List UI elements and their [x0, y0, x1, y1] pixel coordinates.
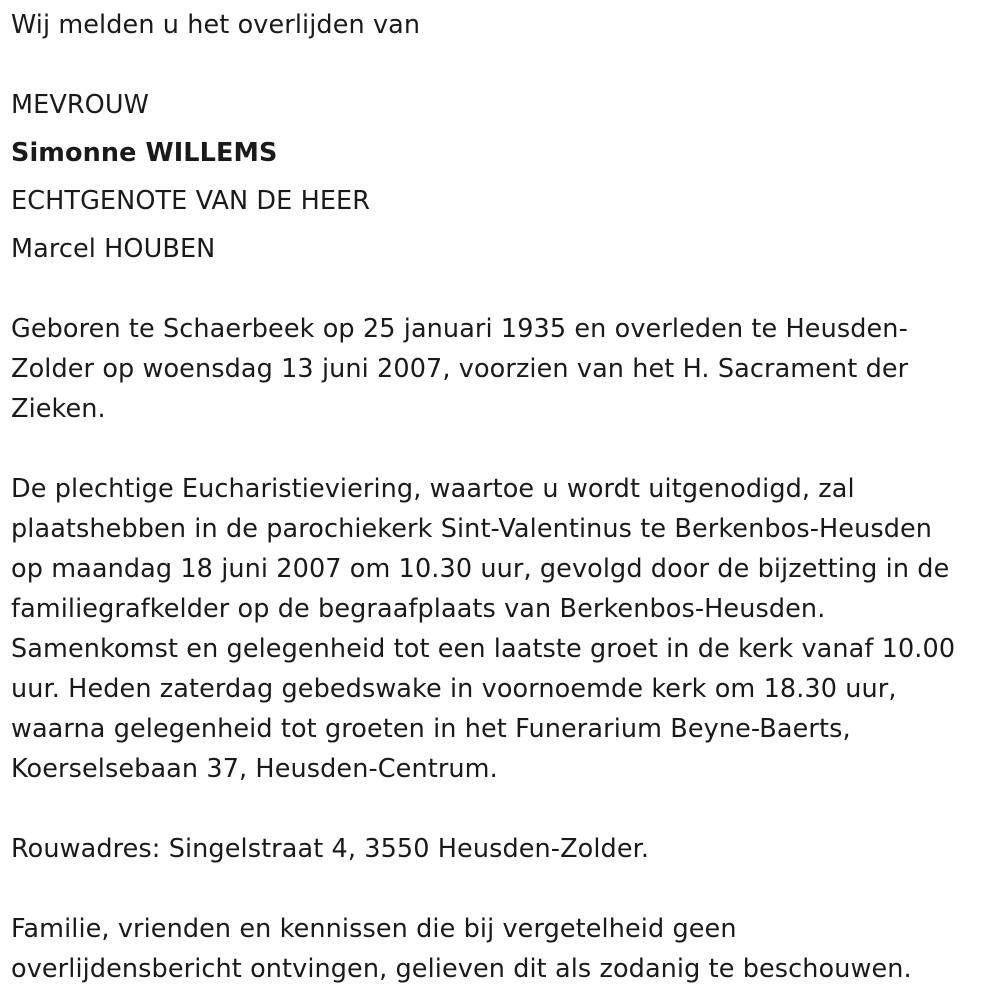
mourning-address: Rouwadres: Singelstraat 4, 3550 Heusden-Zolder. [11, 834, 650, 864]
paragraph-line: overlijdensbericht ontvingen, gelieven dit als zodanig te beschouwen. [11, 954, 912, 984]
deceased-title: MEVROUW [11, 90, 149, 120]
relation-text: ECHTGENOTE VAN DE HEER [11, 186, 371, 216]
paragraph-line: Zolder op woensdag 13 juni 2007, voorzien van het H. Sacrament der [11, 354, 909, 384]
paragraph-line: Koerselsebaan 37, Heusden-Centrum. [11, 754, 498, 784]
deceased-name: Simonne WILLEMS [11, 138, 278, 168]
paragraph-line: plaatshebben in de parochiekerk Sint-Valentinus te Berkenbos-Heusden [11, 514, 933, 544]
spouse-name: Marcel HOUBEN [11, 234, 216, 264]
paragraph-line: waarna gelegenheid tot groeten in het Funerarium Beyne-Baerts, [11, 714, 851, 744]
intro-text: Wij melden u het overlijden van [11, 10, 421, 40]
paragraph-line: op maandag 18 juni 2007 om 10.30 uur, gevolgd door de bijzetting in de [11, 554, 950, 584]
paragraph-line: Familie, vrienden en kennissen die bij vergetelheid geen [11, 914, 737, 944]
paragraph-line: familiegrafkelder op de begraafplaats van Berkenbos-Heusden. [11, 594, 826, 624]
paragraph-line: Zieken. [11, 394, 106, 424]
paragraph-line: uur. Heden zaterdag gebedswake in voornoemde kerk om 18.30 uur, [11, 674, 897, 704]
paragraph-line: Samenkomst en gelegenheid tot een laatste groet in de kerk vanaf 10.00 [11, 634, 956, 664]
paragraph-line: De plechtige Eucharistieviering, waartoe u wordt uitgenodigd, zal [11, 474, 855, 504]
paragraph-line: Geboren te Schaerbeek op 25 januari 1935 en overleden te Heusden- [11, 314, 908, 344]
